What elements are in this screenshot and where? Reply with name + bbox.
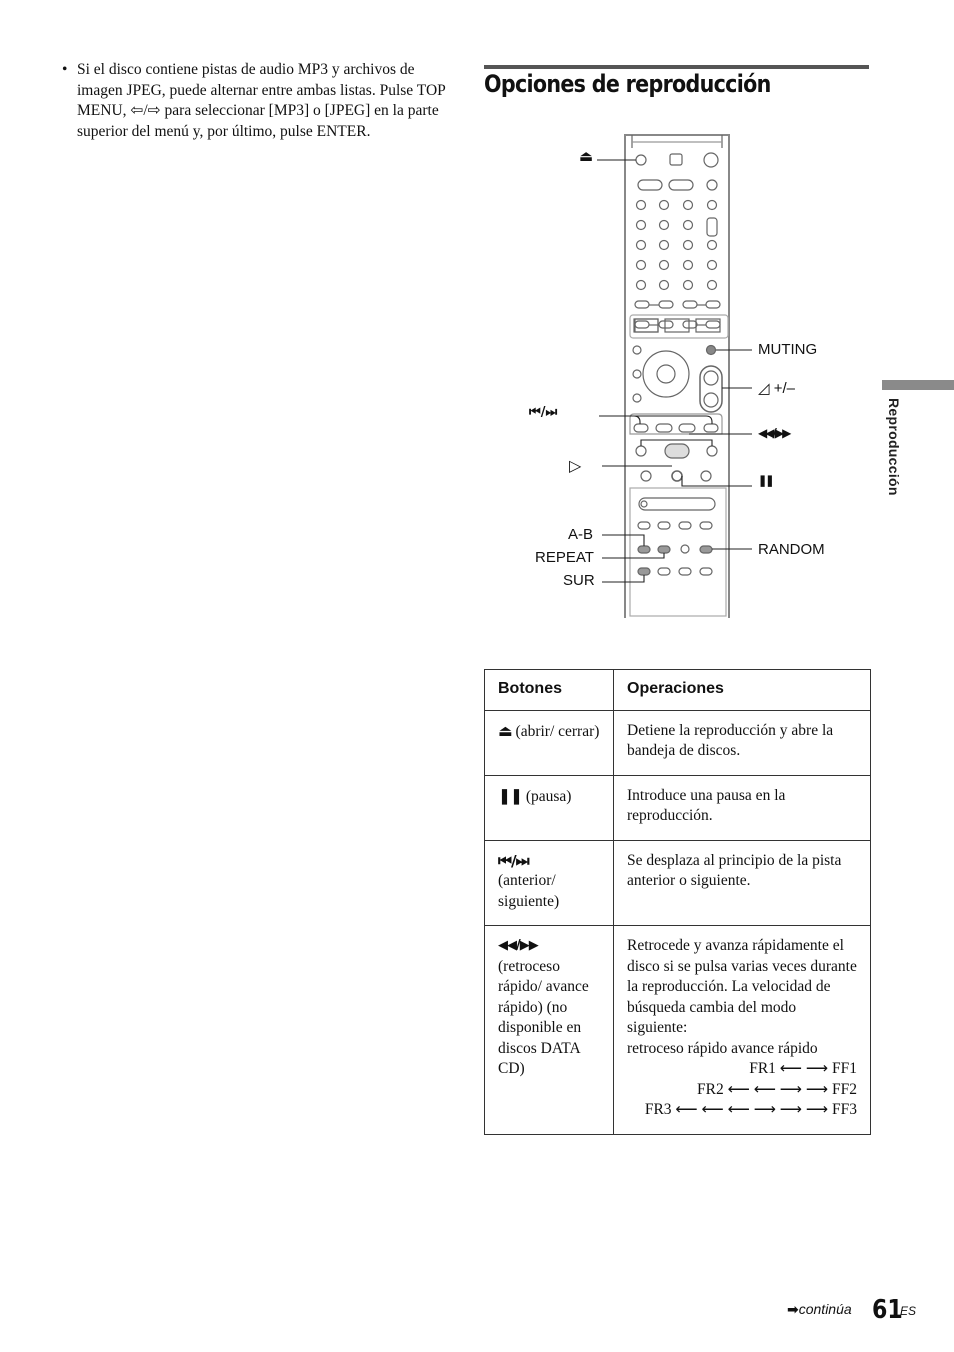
callout-sur-label: SUR	[563, 572, 595, 589]
speed-header: retroceso rápido avance rápido	[627, 1039, 818, 1057]
operation-cell	[614, 926, 871, 1135]
eject-icon: ⏏	[498, 721, 512, 740]
operation-cell: Se desplaza al principio de la pista anterior o siguiente.	[614, 840, 871, 926]
callout-random-label: RANDOM	[758, 541, 825, 558]
table-row	[485, 775, 871, 840]
callout-repeat-label: REPEAT	[535, 549, 594, 566]
prev-next-icon: ⏮/⏭	[498, 851, 529, 870]
button-text: (anterior/ siguiente)	[498, 872, 560, 910]
callout-play-label: ▷	[569, 458, 582, 475]
table-row	[485, 710, 871, 775]
operation-cell: Detiene la reproducción y abre la bandeja de discos.	[614, 710, 871, 775]
bullet-paragraph	[62, 60, 452, 142]
button-cell	[485, 926, 614, 1135]
table-row	[485, 926, 871, 1135]
callout-rew-ff-label: ◀◀/▶▶	[758, 426, 790, 440]
continue-arrow-icon: ➡	[787, 1302, 799, 1318]
button-text: (pausa)	[521, 787, 572, 805]
operation-text: Retrocede y avanza rápidamente el disco si se pulsa varias veces durante la reproducción. La velocidad de búsqueda cambia del modo siguiente:	[627, 937, 857, 1036]
bullet-mark: •	[62, 61, 68, 78]
continue-text: continúa	[798, 1301, 852, 1317]
page-language-suffix: ES	[900, 1304, 917, 1318]
rew-ff-icon: ◀◀/▶▶	[498, 938, 538, 953]
speed-line: FR3 ⟵ ⟵ ⟵ ⟶ ⟶ ⟶ FF3	[644, 1101, 857, 1118]
continue-note	[787, 1301, 852, 1318]
callout-eject-label: ⏏	[579, 148, 594, 165]
speed-diagram	[627, 1039, 857, 1121]
table-header-row	[485, 670, 871, 711]
pause-icon: ❚❚	[498, 786, 522, 805]
operation-cell: Introduce una pausa en la reproducción.	[614, 775, 871, 840]
button-text: (abrir/ cerrar)	[511, 722, 600, 740]
page-number: 61	[872, 1295, 903, 1325]
section-heading: Opciones de reproducción	[484, 70, 771, 98]
button-cell	[485, 775, 614, 840]
button-cell	[485, 840, 614, 926]
callout-ab-label: A-B	[568, 526, 594, 543]
callout-pause-label: ❚❚	[758, 475, 773, 487]
button-cell	[485, 710, 614, 775]
header-operaciones: Operaciones	[614, 670, 871, 711]
heading-rule	[484, 65, 869, 69]
button-text: (retroceso rápido/ avance rápido) (no disponible en discos DATA CD)	[498, 957, 589, 1077]
speed-line: FR2 ⟵ ⟵ ⟶ ⟶ FF2	[697, 1080, 857, 1098]
bullet-text: Si el disco contiene pistas de audio MP3 y archivos de imagen JPEG, puede alternar entre ambas listas. Pulse TOP MENU, ⇦/⇨ para seleccionar [MP3] o [JPEG] en la parte superior del menú y, por último, pulse ENTER.	[77, 61, 446, 140]
operations-table	[484, 669, 871, 1135]
header-botones: Botones	[485, 670, 614, 711]
side-tab-bar	[882, 380, 954, 390]
callout-prev-next-label: ⏮/⏭	[529, 405, 558, 420]
side-tab-label: Reproducción	[886, 398, 902, 496]
speed-line: FR1 ⟵ ⟶ FF1	[749, 1060, 857, 1077]
callout-volume-label: ◿ +/–	[758, 380, 795, 397]
callout-muting-label: MUTING	[758, 341, 818, 358]
table-row	[485, 840, 871, 926]
remote-diagram	[484, 130, 884, 620]
